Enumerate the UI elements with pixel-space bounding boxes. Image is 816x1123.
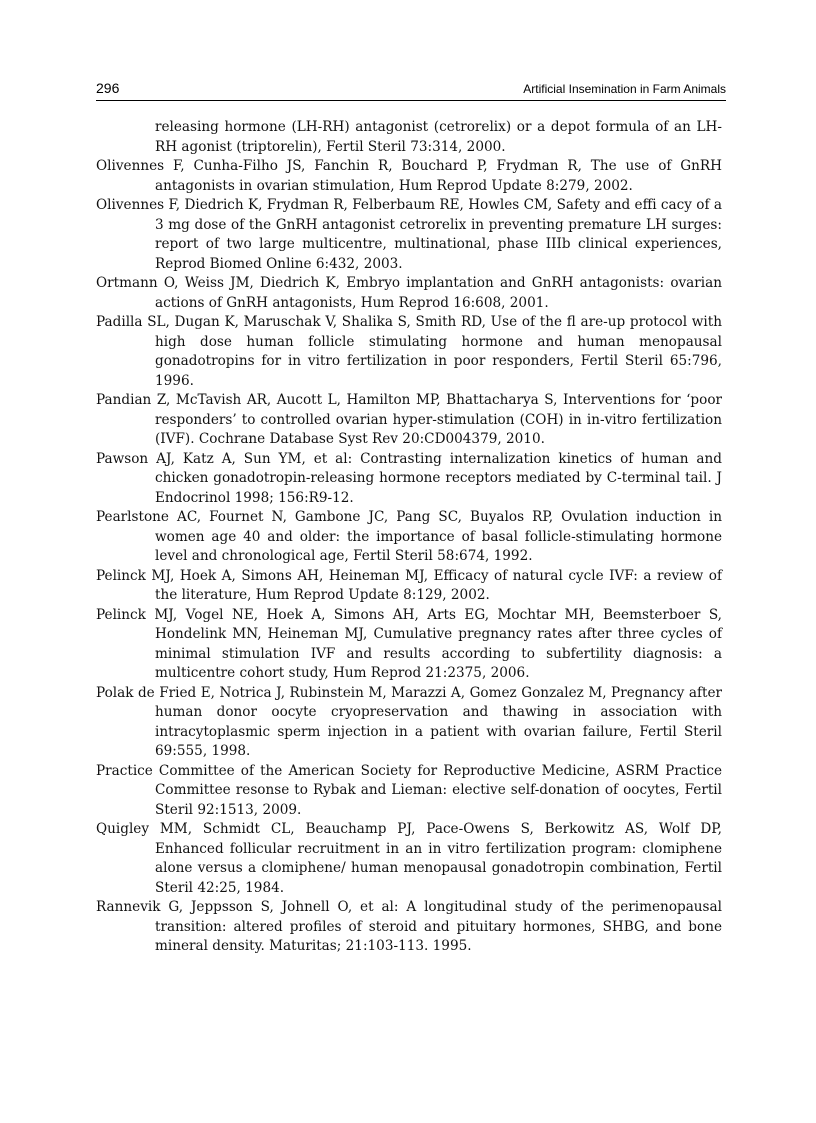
reference-entry: Practice Committee of the American Society for Reproductive Medicine, ASRM Practice Committee resonse to Rybak and Lieman: elective self-donation of oocytes, Fertil Steril 92:1513, 2009. <box>96 762 722 818</box>
reference-entry: Pelinck MJ, Vogel NE, Hoek A, Simons AH, Arts EG, Mochtar MH, Beemsterboer S, Hondelink MN, Heineman MJ, Cumulative pregnancy rates after three cycles of minimal stimulation IVF and results according to subfertility diagnosis: a multicentre cohort study, Hum Reprod 21:2375, 2006. <box>96 606 722 681</box>
page-number: 296 <box>96 80 120 96</box>
reference-entry: Polak de Fried E, Notrica J, Rubinstein M, Marazzi A, Gomez Gonzalez M, Pregnancy after human donor oocyte cryopreservation and thawing in association with intracytoplasmic sperm injection in a patient with ovarian failure, Fertil Steril 69:555, 1998. <box>96 684 722 759</box>
reference-entry: Padilla SL, Dugan K, Maruschak V, Shalika S, Smith RD, Use of the fl are-up protocol with high dose human follicle stimulating hormone and human menopausal gonadotropins for in vitro fertilization in poor responders, Fertil Steril 65:796, 1996. <box>96 314 722 389</box>
running-title: Artificial Insemination in Farm Animals <box>523 82 726 96</box>
reference-entry: Pelinck MJ, Hoek A, Simons AH, Heineman MJ, Efficacy of natural cycle IVF: a review of the literature, Hum Reprod Update 8:129, 2002. <box>96 567 722 603</box>
reference-entry: Pawson AJ, Katz A, Sun YM, et al: Contrasting internalization kinetics of human and chicken gonadotropin-releasing hormone receptors mediated by C-terminal tail. J Endocrinol 1998; 156:R9-12. <box>96 450 722 506</box>
reference-entry: Ortmann O, Weiss JM, Diedrich K, Embryo implantation and GnRH antagonists: ovarian actions of GnRH antagonists, Hum Reprod 16:608, 2001. <box>96 275 722 311</box>
reference-entry: Olivennes F, Diedrich K, Frydman R, Felberbaum RE, Howles CM, Safety and effi cacy of a 3 mg dose of the GnRH antagonist cetrorelix in preventing premature LH surges: report of two large multicentre, multinational, phase IIIb clinical experiences, Reprod Biomed Online 6:432, 2003. <box>96 197 722 272</box>
reference-entry: Rannevik G, Jeppsson S, Johnell O, et al: A longitudinal study of the perimenopausal transition: altered profiles of steroid and pituitary hormones, SHBG, and bone mineral density. Maturitas; 21:103-113. 1995. <box>96 899 722 954</box>
page-header <box>96 78 726 101</box>
reference-entry: Quigley MM, Schmidt CL, Beauchamp PJ, Pace-Owens S, Berkowitz AS, Wolf DP, Enhanced follicular recruitment in an in vitro fertilization program: clomiphene alone versus a clomiphene/ human menopausal gonadotropin combination, Fertil Steril 42:25, 1984. <box>96 821 722 896</box>
reference-entry: Pandian Z, McTavish AR, Aucott L, Hamilton MP, Bhattacharya S, Interventions for ‘poor responders’ to controlled ovarian hyper-stimulation (COH) in in-vitro fertilization (IVF). Cochrane Database Syst Rev 20:CD004379, 2010. <box>96 392 722 447</box>
reference-entry: Pearlstone AC, Fournet N, Gambone JC, Pang SC, Buyalos RP, Ovulation induction in women age 40 and older: the importance of basal follicle-stimulating hormone level and chronological age, Fertil Steril 58:674, 1992. <box>96 509 722 564</box>
reference-continuation: releasing hormone (LH-RH) antagonist (cetrorelix) or a depot formula of an LH-RH agonist (triptorelin), Fertil Steril 73:314, 2000. <box>155 119 722 155</box>
reference-list <box>96 118 722 957</box>
reference-entry: Olivennes F, Cunha-Filho JS, Fanchin R, Bouchard P, Frydman R, The use of GnRH antagonists in ovarian stimulation, Hum Reprod Update 8:279, 2002. <box>96 158 722 194</box>
